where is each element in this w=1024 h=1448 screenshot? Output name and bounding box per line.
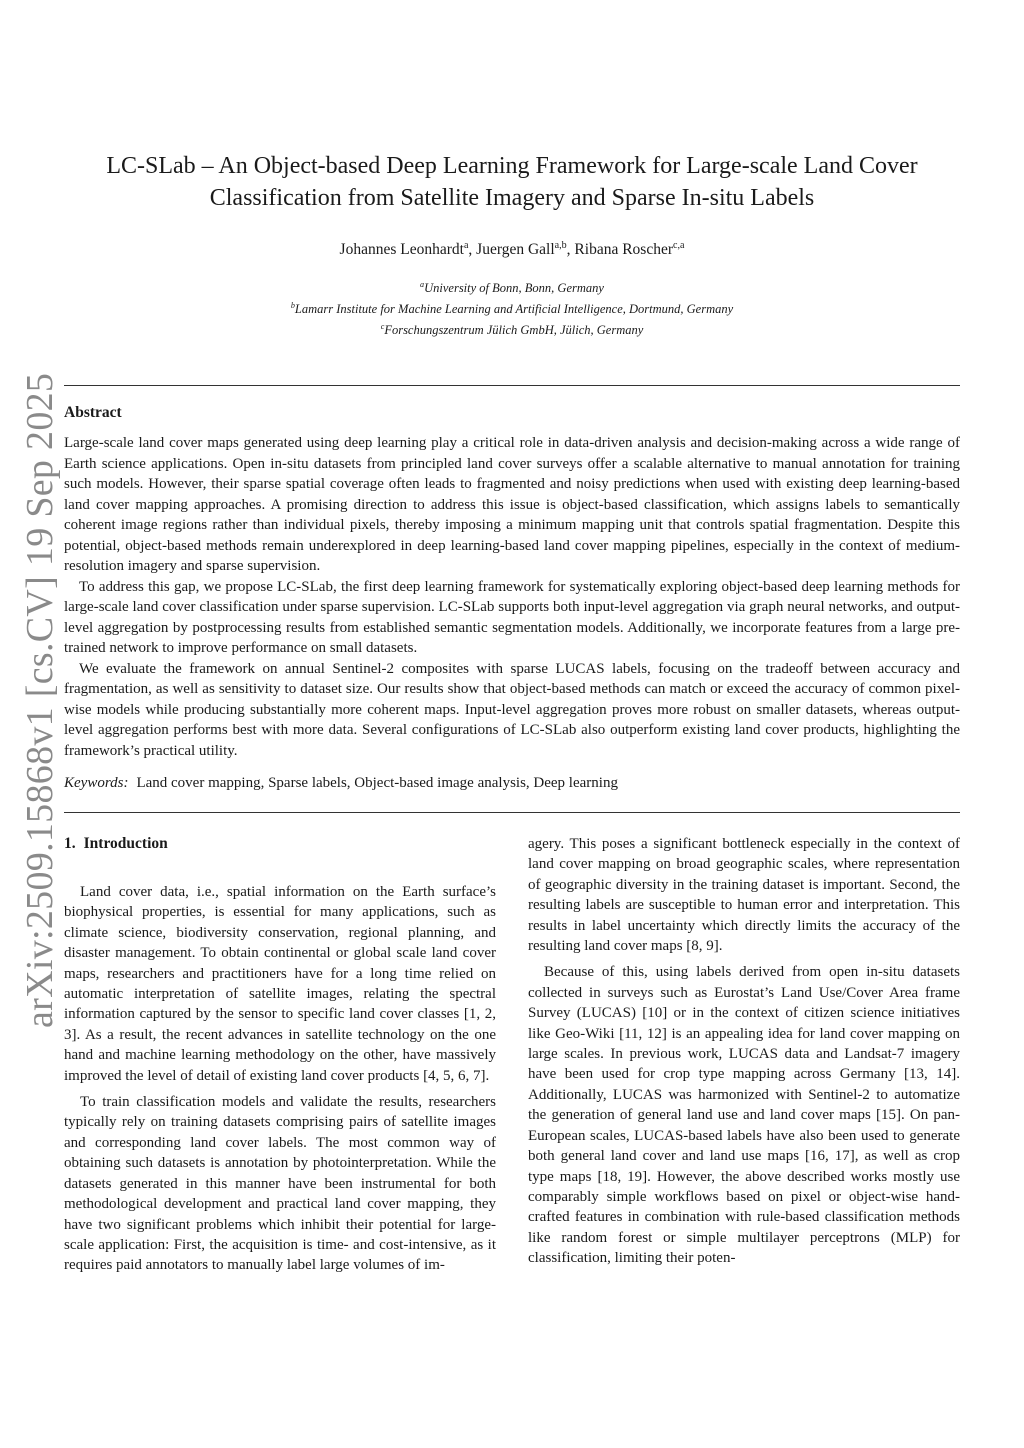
affiliation-line	[60, 276, 964, 297]
author-name: Ribana Roscher	[574, 241, 673, 259]
author-list	[60, 240, 964, 259]
affiliation-text: Lamarr Institute for Machine Learning and Artificial Intelligence, Dortmund, Germany	[294, 302, 734, 317]
author-name: Johannes Leonhardt	[339, 241, 464, 259]
body-paragraph: Because of this, using labels derived from open in-situ datasets collected in surveys such as Eurostat’s Land Use/Cover Area frame Survey (LUCAS) [10] or in the context of citizen science initiatives like Geo-Wiki [11, 12] is an appealing idea for land cover mapping on large scales. In previous work, LUCAS data and Landsat-7 imagery have been used for crop type mapping across Germany [13, 14]. Additionally, LUCAS was harmonized with Sentinel-2 to automatize the generation of general land use and land cover maps [15]. On pan-European scales, LUCAS-based labels have also been used to generate both general land cover and land use maps [16, 17], as well as crop type maps [18, 19]. However, the above described works mostly use comparably simple workflows based on pixel or object-wise hand-crafted features in combination with rule-based classification methods like random forest or simple multilayer perceptrons (MLP) for classification, limiting their poten-	[528, 964, 960, 1267]
body-paragraph: To train classification models and validate the results, researchers typically rely on training datasets comprising pairs of satellite images and corresponding land cover labels. The most common way of obtaining such datasets is annotation by photointerpretation. While the datasets generated in this manner have been instrumental for both methodological development and practical land cover mapping, they have two significant problems which inhibit their potential for large-scale application: First, the acquisition is time- and cost-intensive, as it requires paid annotators to manually label large volumes of im-	[64, 1094, 496, 1274]
section-title: Introduction	[83, 835, 168, 852]
affiliation-text: University of Bonn, Bonn, Germany	[424, 281, 604, 296]
abstract-body	[64, 433, 960, 761]
keywords-line	[64, 775, 960, 792]
right-column	[528, 834, 960, 1275]
paper-title: LC-SLab – An Object-based Deep Learning Framework for Large-scale Land Cover Classification from Satellite Imagery and Sparse In-situ Labels	[106, 153, 918, 211]
affiliation-list	[60, 276, 964, 339]
affiliation-line	[60, 318, 964, 339]
abstract-heading: Abstract	[64, 404, 122, 421]
body-paragraph: Land cover data, i.e., spatial information on the Earth surface’s biophysical properties, is essential for many applications, such as climate science, biodiversity conservation, regional planning, and disaster management. To obtain continental or global scale land cover maps, researchers and practitioners have for a long time relied on automatic interpretation of satellite images, relating the spectral information captured by the sensor to specific land cover classes [1, 2, 3]. As a result, the recent advances in satellite technology on the one hand and machine learning methodology on the other, have massively improved the level of detail of existing land cover products [4, 5, 6, 7].	[64, 884, 496, 1084]
affiliation-mark: b	[290, 301, 295, 311]
author-separator: ,	[468, 241, 477, 259]
left-column	[64, 834, 496, 1282]
section-number: 1.	[64, 835, 76, 852]
affiliation-mark: c	[380, 322, 385, 332]
affiliation-line	[60, 297, 964, 318]
author-name: Juergen Gall	[476, 241, 555, 259]
keywords-label: Keywords:	[64, 775, 129, 791]
abstract-paragraph: To address this gap, we propose LC-SLab, the first deep learning framework for systematically exploring object-based deep learning methods for large-scale land cover classification under sparse supervision. LC-SLab supports both input-level aggregation via graph neural networks, and output-level aggregation by postprocessing results from established semantic segmentation models. Additionally, we incorporate features from a large pre-trained network to improve performance on small datasets.	[64, 578, 960, 656]
body-paragraph: agery. This poses a significant bottleneck especially in the context of land cover mapping on broad geographic scales, where representation of geographic diversity in the training dataset is important. Second, the resulting labels are susceptible to human error and interpretation. This results in label uncertainty which directly limits the accuracy of the resulting land cover maps [8, 9].	[528, 836, 960, 955]
author-affiliation-mark: c,a	[673, 240, 685, 251]
abstract-top-rule	[64, 385, 960, 386]
section-heading-introduction	[64, 834, 496, 854]
author-affiliation-mark: a	[463, 240, 469, 251]
author-affiliation-mark: a,b	[554, 240, 567, 251]
abstract-bottom-rule	[64, 812, 960, 813]
affiliation-mark: a	[420, 280, 425, 289]
affiliation-text: Forschungszentrum Jülich GmbH, Jülich, Germany	[384, 323, 644, 338]
abstract-paragraph: Large-scale land cover maps generated using deep learning play a critical role in data-driven analysis and decision-making across a wide range of Earth science applications. Open in-situ datasets from principled land cover surveys offer a scalable alternative to manual annotation for training such models. However, their sparse spatial coverage often leads to fragmented and noisy predictions when used with existing deep learning-based land cover mapping approaches. A promising direction to address this issue is object-based classification, which assigns labels to semantically coherent image regions rather than individual pixels, thereby imposing a minimum mapping unit that controls spatial fragmentation. Despite this potential, object-based methods remain underexplored in deep learning-based land cover mapping pipelines, especially in the context of medium-resolution imagery and sparse supervision.	[64, 435, 960, 574]
author-separator: ,	[566, 241, 575, 259]
arxiv-identifier-stamp: arXiv:2509.15868v1 [cs.CV] 19 Sep 2025	[19, 372, 61, 1028]
keywords-text: Land cover mapping, Sparse labels, Object-based image analysis, Deep learning	[136, 775, 618, 791]
abstract-paragraph: We evaluate the framework on annual Sentinel-2 composites with sparse LUCAS labels, focusing on the tradeoff between accuracy and fragmentation, as well as sensitivity to dataset size. Our results show that object-based methods can match or exceed the accuracy of common pixel-wise models while producing substantially more coherent maps. Input-level aggregation proves more robust on smaller datasets, whereas output-level aggregation performs best with more data. Several configurations of LC-SLab also outperform existing land cover products, highlighting the framework’s practical utility.	[64, 660, 960, 759]
